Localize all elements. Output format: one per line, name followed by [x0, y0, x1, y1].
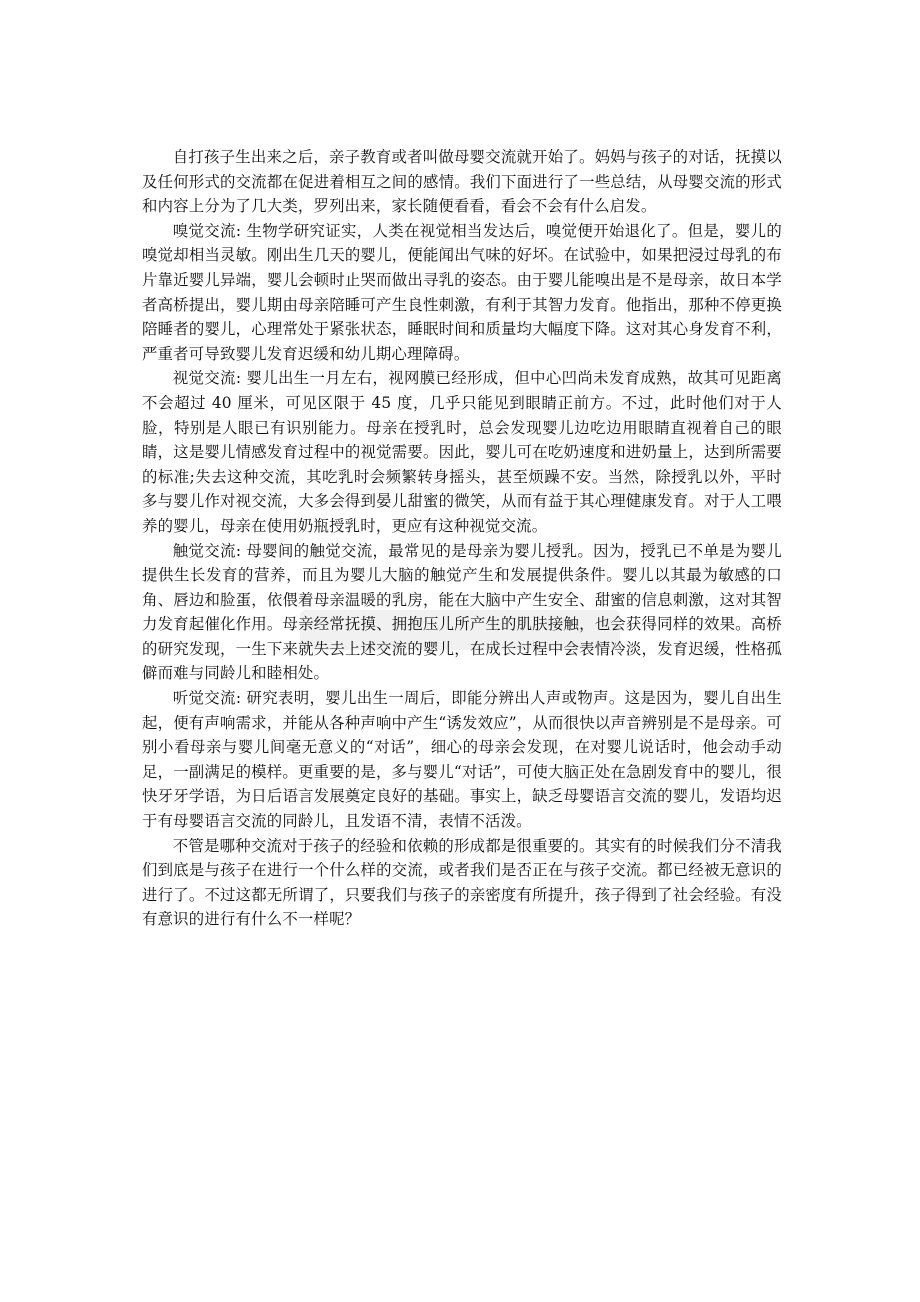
paragraph-intro: 自打孩子生出来之后，亲子教育或者叫做母婴交流就开始了。妈妈与孩子的对话，抚摸以及任何形式的交流都在促进着相互之间的感情。我们下面进行了一些总结，从母婴交流的形式和内容上分为了几大类，罗列出来，家长随便看看，看会不会有什么启发。	[142, 148, 782, 216]
paragraph-vision: 视觉交流: 婴儿出生一月左右，视网膜已经形成，但中心凹尚未发育成熟，故其可见距离不会超过 40 厘米，可见区限于 45 度，几乎只能见到眼睛正前方。不过，此时他们对于人脸，特别是人眼已有识别能力。母亲在授乳时，总会发现婴儿边吃边用眼睛直视着自己的眼睛，这是婴儿情感发育过程中的视觉需要。因此，婴儿可在吃奶速度和进奶量上，达到所需要的标准;失去这种交流，其吃乳时会频繁转身摇头，甚至烦躁不安。当然，除授乳以外，平时多与婴儿作对视交流，大多会得到晏儿甜蜜的微笑，从而有益于其心理健康发育。对于人工喂养的婴儿，母亲在使用奶瓶授乳时，更应有这种视觉交流。	[142, 369, 782, 535]
paragraph-smell: 嗅觉交流: 生物学研究证实，人类在视觉相当发达后，嗅觉便开始退化了。但是，婴儿的嗅觉却相当灵敏。刚出生几天的婴儿，便能闻出气味的好坏。在试验中，如果把浸过母乳的布片靠近婴儿异端，婴儿会顿时止哭而做出寻乳的姿态。由于婴儿能嗅出是不是母亲，故日本学者高桥提出，婴儿期由母亲陪睡可产生良性刺激，有利于其智力发育。他指出，那种不停更换陪睡者的婴儿，心理常处于紧张状态，睡眠时间和质量均大幅度下降。这对其心身发育不利，严重者可导致婴儿发育迟缓和幼儿期心理障碍。	[142, 221, 782, 363]
paragraph-hearing: 听觉交流: 研究表明，婴儿出生一周后，即能分辨出人声或物声。这是因为，婴儿自出生起，便有声响需求，并能从各种声响中产生“诱发效应”，从而很快以声音辨别是不是母亲。可别小看母亲与婴儿间毫无意义的“对话”，细心的母亲会发现，在对婴儿说话时，他会动手动足，一副满足的模样。更重要的是，多与婴儿“对话”，可使大脑正处在急剧发育中的婴儿，很快牙牙学语，为日后语言发展奠定良好的基础。事实上，缺乏母婴语言交流的婴儿，发语均迟于有母婴语言交流的同龄儿，且发语不清，表情不活泼。	[142, 689, 782, 831]
paragraph-touch: 触觉交流: 母婴间的触觉交流，最常见的是母亲为婴儿授乳。因为，授乳已不单是为婴儿提供生长发育的营养，而且为婴儿大脑的触觉产生和发展提供条件。婴儿以其最为敏感的口角、唇边和脸蛋，依偎着母亲温暖的乳房，能在大脑中产生安全、甜蜜的信息刺激，这对其智力发育起催化作用。母亲经常抚摸、拥抱压儿所产生的肌肤接触，也会获得同样的效果。高桥的研究发现，一生下来就失去上述交流的婴儿，在成长过程中会表情冷淡，发育迟缓，性格孤僻而难与同龄儿和睦相处。	[142, 541, 782, 683]
paragraph-conclusion: 不管是哪种交流对于孩子的经验和依赖的形成都是很重要的。其实有的时候我们分不清我们到底是与孩子在进行一个什么样的交流，或者我们是否正在与孩子交流。都已经被无意识的进行了。不过这都无所谓了，只要我们与孩子的亲密度有所提升，孩子得到了社会经验。有没有意识的进行有什么不一样呢？	[142, 836, 782, 929]
document-body	[142, 145, 782, 932]
